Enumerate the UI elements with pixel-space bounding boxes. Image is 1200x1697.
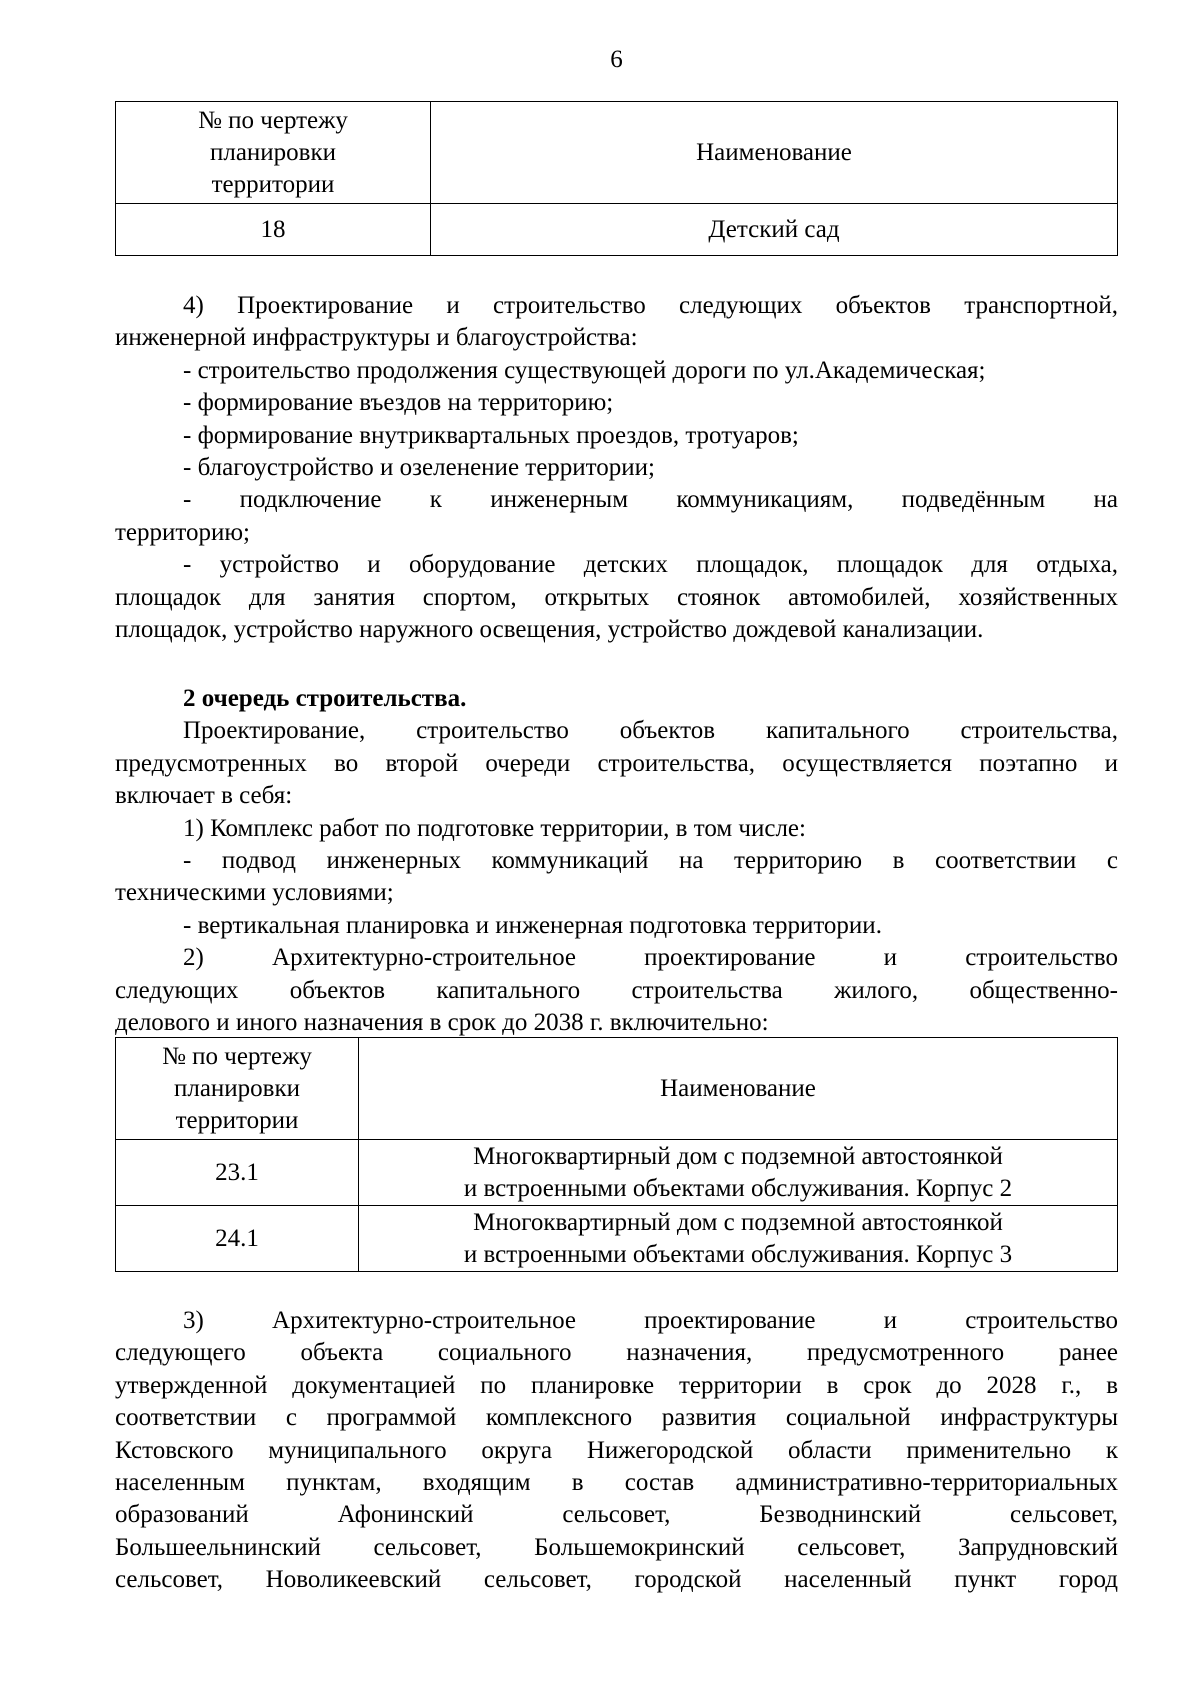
objects-table-1	[115, 101, 1118, 256]
text-line: площадок для занятия спортом, открытых стоянок автомобилей, хозяйственных	[115, 583, 1118, 611]
list-item: - благоустройство и озеленение территории;	[183, 454, 655, 482]
row-name-line: Многоквартирный дом с подземной автостоянкой	[473, 1208, 1003, 1236]
text-line: сельсовет, Новоликеевский сельсовет, городской населенный пункт город	[115, 1566, 1118, 1594]
text-line: утвержденной документацией по планировке территории в срок до 2028 г., в	[115, 1371, 1118, 1399]
table-header-row	[116, 1038, 1118, 1140]
row-name-line: Детский сад	[708, 215, 840, 243]
row-number-cell: 24.1	[116, 1206, 359, 1272]
header-number-line: планировки	[209, 138, 337, 166]
header-number-line: планировки	[173, 1074, 301, 1102]
text-line: следующих объектов капитального строительства жилого, общественно-	[115, 976, 1118, 1004]
header-number-line: № по чертежу	[198, 106, 348, 134]
text-line: включает в себя:	[115, 782, 293, 810]
row-number-cell: 18	[116, 204, 431, 256]
text-line: инженерной инфраструктуры и благоустройства:	[115, 324, 638, 352]
list-item: - устройство и оборудование детских площадок, площадок для отдыха,	[183, 551, 1118, 579]
row-name-line: и встроенными объектами обслуживания. Корпус 3	[463, 1240, 1013, 1268]
row-number-cell: 23.1	[116, 1140, 359, 1206]
list-item: - подвод инженерных коммуникаций на территорию в соответствии с	[183, 847, 1118, 875]
objects-table-2	[115, 1037, 1118, 1272]
row-name-line: и встроенными объектами обслуживания. Корпус 2	[463, 1174, 1013, 1202]
list-item: - строительство продолжения существующей дороги по ул.Академическая;	[183, 356, 986, 384]
text-line: 3) Архитектурно-строительное проектирование и строительство	[183, 1307, 1118, 1334]
header-number-cell	[116, 1038, 359, 1140]
header-number-line: территории	[211, 170, 335, 198]
text-line: площадок, устройство наружного освещения, устройство дождевой канализации.	[115, 616, 984, 644]
table-row	[116, 1140, 1118, 1206]
section-heading: 2 очередь строительства.	[183, 685, 467, 712]
table-row	[116, 204, 1118, 256]
list-item: - формирование внутриквартальных проездов, тротуаров;	[183, 421, 799, 449]
page-number: 6	[610, 46, 623, 73]
text-line: техническими условиями;	[115, 879, 394, 907]
list-item: - подключение к инженерным коммуникациям, подведённым на	[183, 486, 1118, 514]
header-number-line: территории	[175, 1106, 299, 1134]
text-line: делового и иного назначения в срок до 2038 г. включительно:	[115, 1009, 769, 1037]
text-line: следующего объекта социального назначения, предусмотренного ранее	[115, 1339, 1118, 1367]
header-name-cell: Наименование	[431, 102, 1118, 204]
row-name-cell	[431, 204, 1118, 256]
table-row	[116, 1206, 1118, 1272]
stage-2-section	[115, 683, 1118, 1039]
text-line: 4) Проектирование и строительство следующих объектов транспортной,	[183, 292, 1118, 319]
text-line: предусмотренных во второй очереди строительства, осуществляется поэтапно и	[115, 749, 1118, 777]
list-item: - формирование въездов на территорию;	[183, 389, 614, 417]
text-line: населенным пунктам, входящим в состав административно-территориальных	[115, 1469, 1118, 1497]
text-line: Большеельнинский сельсовет, Большемокринский сельсовет, Запрудновский	[115, 1533, 1118, 1561]
text-line: 2) Архитектурно-строительное проектирование и строительство	[183, 944, 1118, 972]
list-item: - вертикальная планировка и инженерная подготовка территории.	[183, 911, 882, 939]
header-name-cell: Наименование	[359, 1038, 1118, 1140]
text-line: образований Афонинский сельсовет, Безводнинский сельсовет,	[115, 1501, 1118, 1529]
row-name-cell	[359, 1206, 1118, 1272]
header-number-line: № по чертежу	[162, 1042, 312, 1070]
section-3-paragraph	[115, 1305, 1118, 1597]
section-4-paragraph	[115, 290, 1118, 646]
header-number-cell	[116, 102, 431, 204]
text-line: Кстовского муниципального округа Нижегородской области применительно к	[115, 1436, 1118, 1464]
text-line: соответствии с программой комплексного развития социальной инфраструктуры	[115, 1404, 1118, 1432]
row-name-cell	[359, 1140, 1118, 1206]
row-name-line: Многоквартирный дом с подземной автостоянкой	[473, 1142, 1003, 1170]
table-header-row	[116, 102, 1118, 204]
text-line: Проектирование, строительство объектов капитального строительства,	[183, 717, 1118, 745]
text-line: 1) Комплекс работ по подготовке территории, в том числе:	[183, 814, 806, 842]
text-line: территорию;	[115, 518, 250, 546]
